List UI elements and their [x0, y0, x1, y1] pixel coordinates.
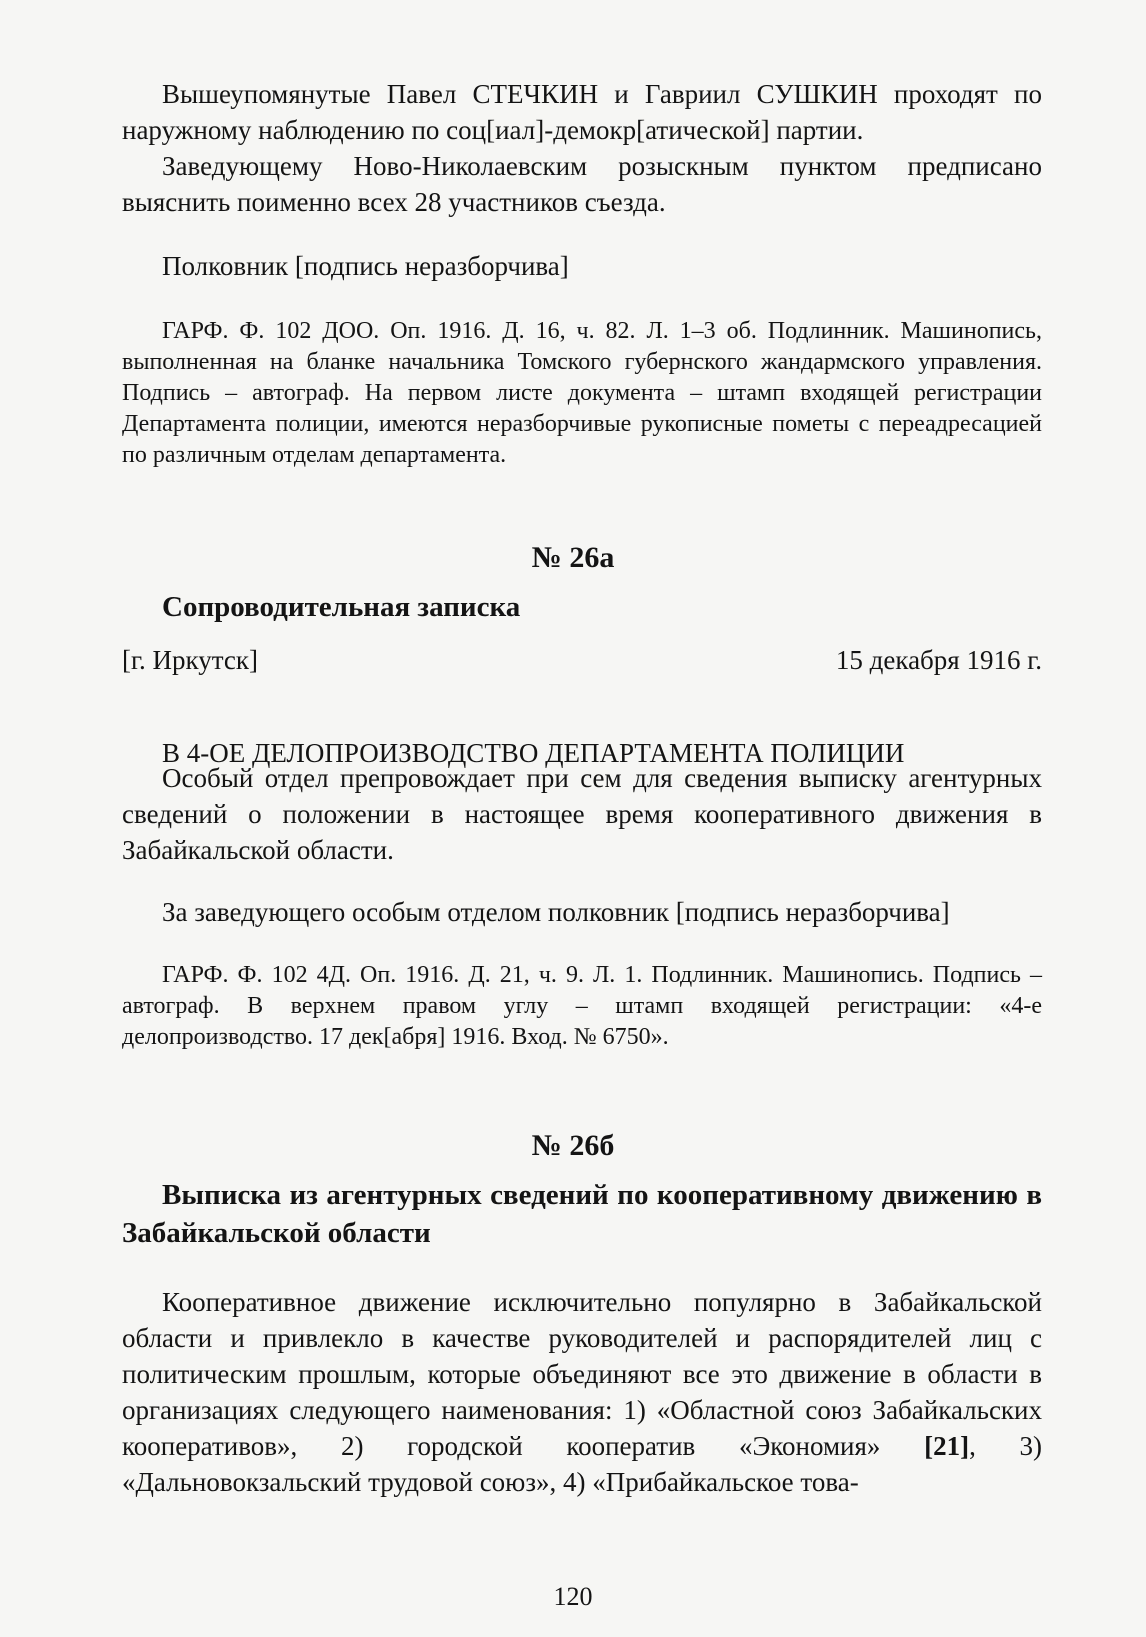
document-date: 15 декабря 1916 г.: [835, 645, 1042, 675]
document-title-26a: Сопроводительная записка: [162, 591, 521, 623]
document-title-26b: Выписка из агентурных сведений по кооперативному движению в Забайкальской области: [122, 1179, 1042, 1249]
paragraph-26b-text-2: , 3) «Дальновокзальский трудовой союз», 4) «Прибайкальское това-: [122, 1431, 1042, 1497]
document-place: [г. Иркутск]: [122, 645, 258, 675]
signature-colonel: Полковник [подпись неразборчива]: [162, 251, 569, 281]
page-number: 120: [553, 1582, 593, 1611]
archive-note-26a: ГАРФ. Ф. 102 4Д. Оп. 1916. Д. 21, ч. 9. Л. 1. Подлинник. Машинопись. Подпись – автограф. В верхнем правом углу – штамп входящей регистрации: «4-е делопроизводство. 17 дек[абря] 1916. Вход. № 6750».: [122, 962, 1042, 1050]
paragraph-26b-text-1: Кооперативное движение исключительно популярно в Забайкальской области и привлекло в качестве руководителей и распорядителей лиц с политическим прошлым, которые объединяют все это движение в области в организациях следующего наименования: 1) «Областной союз Забайкальских кооперативов», 2) городской кооператив «Экономия»: [122, 1287, 1042, 1461]
document-number-26b: № 26б: [531, 1129, 615, 1162]
archive-note-top: ГАРФ. Ф. 102 ДОО. Оп. 1916. Д. 16, ч. 82. Л. 1–3 об. Подлинник. Машинопись, выполненная на бланке начальника Томского губернского жандармского управления. Подпись – автограф. На первом листе документа – штамп входящей регистрации Департамента полиции, имеются неразборчивые рукописные пометы с переадресацией по различным отделам департамента.: [122, 318, 1042, 468]
place-date-line: [122, 642, 1042, 678]
paragraph-continuation: Вышеупомянутые Павел СТЕЧКИН и Гавриил СУШКИН проходят по наружному наблюдению по соц[иал]-демокр[атической] партии.: [122, 79, 1042, 145]
signature-26a: За заведующего особым отделом полковник [подпись неразборчива]: [162, 897, 950, 927]
paragraph-26b-body: [122, 1284, 1042, 1500]
reference-marker: [21]: [924, 1431, 970, 1461]
document-number-26a: № 26а: [531, 541, 615, 574]
paragraph-26a-body: Особый отдел препровождает при сем для сведения выписку агентурных сведений о положении в настоящее время кооперативного движения в Забайкальской области.: [122, 763, 1042, 865]
paragraph-instruction: Заведующему Ново-Николаевским розыскным пунктом предписано выяснить поименно всех 28 участников съезда.: [122, 151, 1042, 217]
document-address: В 4-ОЕ ДЕЛОПРОИЗВОДСТВО ДЕПАРТАМЕНТА ПОЛИЦИИ: [162, 738, 905, 768]
